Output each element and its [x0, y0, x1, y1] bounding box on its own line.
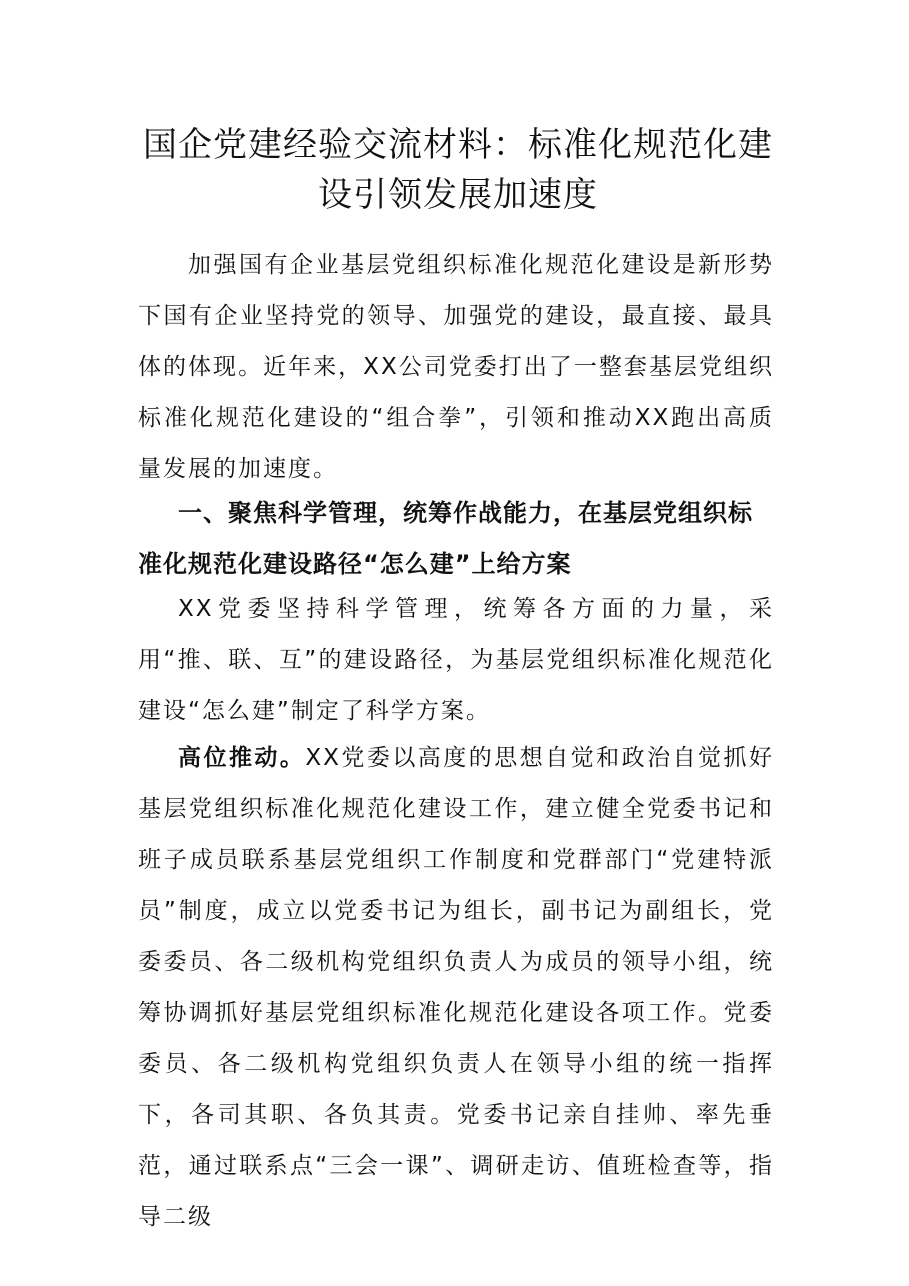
section-heading-1: 一、聚焦科学管理，统筹作战能力，在基层党组织标准化规范化建设路径“怎么建”上给方案	[138, 499, 753, 578]
subsection-body: XX党委以高度的思想自觉和政治自觉抓好基层党组织标准化规范化建设工作，建立健全党委书记和班子成员联系基层党组织工作制度和党群部门“党建特派员”制度，成立以党委书记为组长，副书记为副组长，党委委员、各二级机构党组织负责人为成员的领导小组，统筹协调抓好基层党组织标准化规范化建设各项工作。党委委员、各二级机构党组织负责人在领导小组的统一指挥下，各司其职、各负其责。党委书记亲自挂帅、率先垂范，通过联系点“三会一课”、调研走访、值班检查等，指导二级	[138, 745, 775, 1230]
subsection-paragraph	[138, 733, 774, 1243]
document-title	[138, 120, 778, 220]
intro-paragraph: 加强国有企业基层党组织标准化规范化建设是新形势下国有企业坚持党的领导、加强党的建设，最直接、最具体的体现。近年来，XX公司党委打出了一整套基层党组织标准化规范化建设的“组合拳”，引领和推动XX跑出高质量发展的加速度。	[138, 252, 774, 482]
title-line-2: 设引领发展加速度	[318, 175, 598, 215]
subsection-lead: 高位推动。	[178, 745, 306, 771]
title-line-1: 国企党建经验交流材料：标准化规范化建	[143, 125, 773, 165]
section-1-paragraph: XX党委坚持科学管理，统筹各方面的力量，采用“推、联、互”的建设路径，为基层党组织标准化规范化建设“怎么建”制定了科学方案。	[138, 596, 774, 724]
